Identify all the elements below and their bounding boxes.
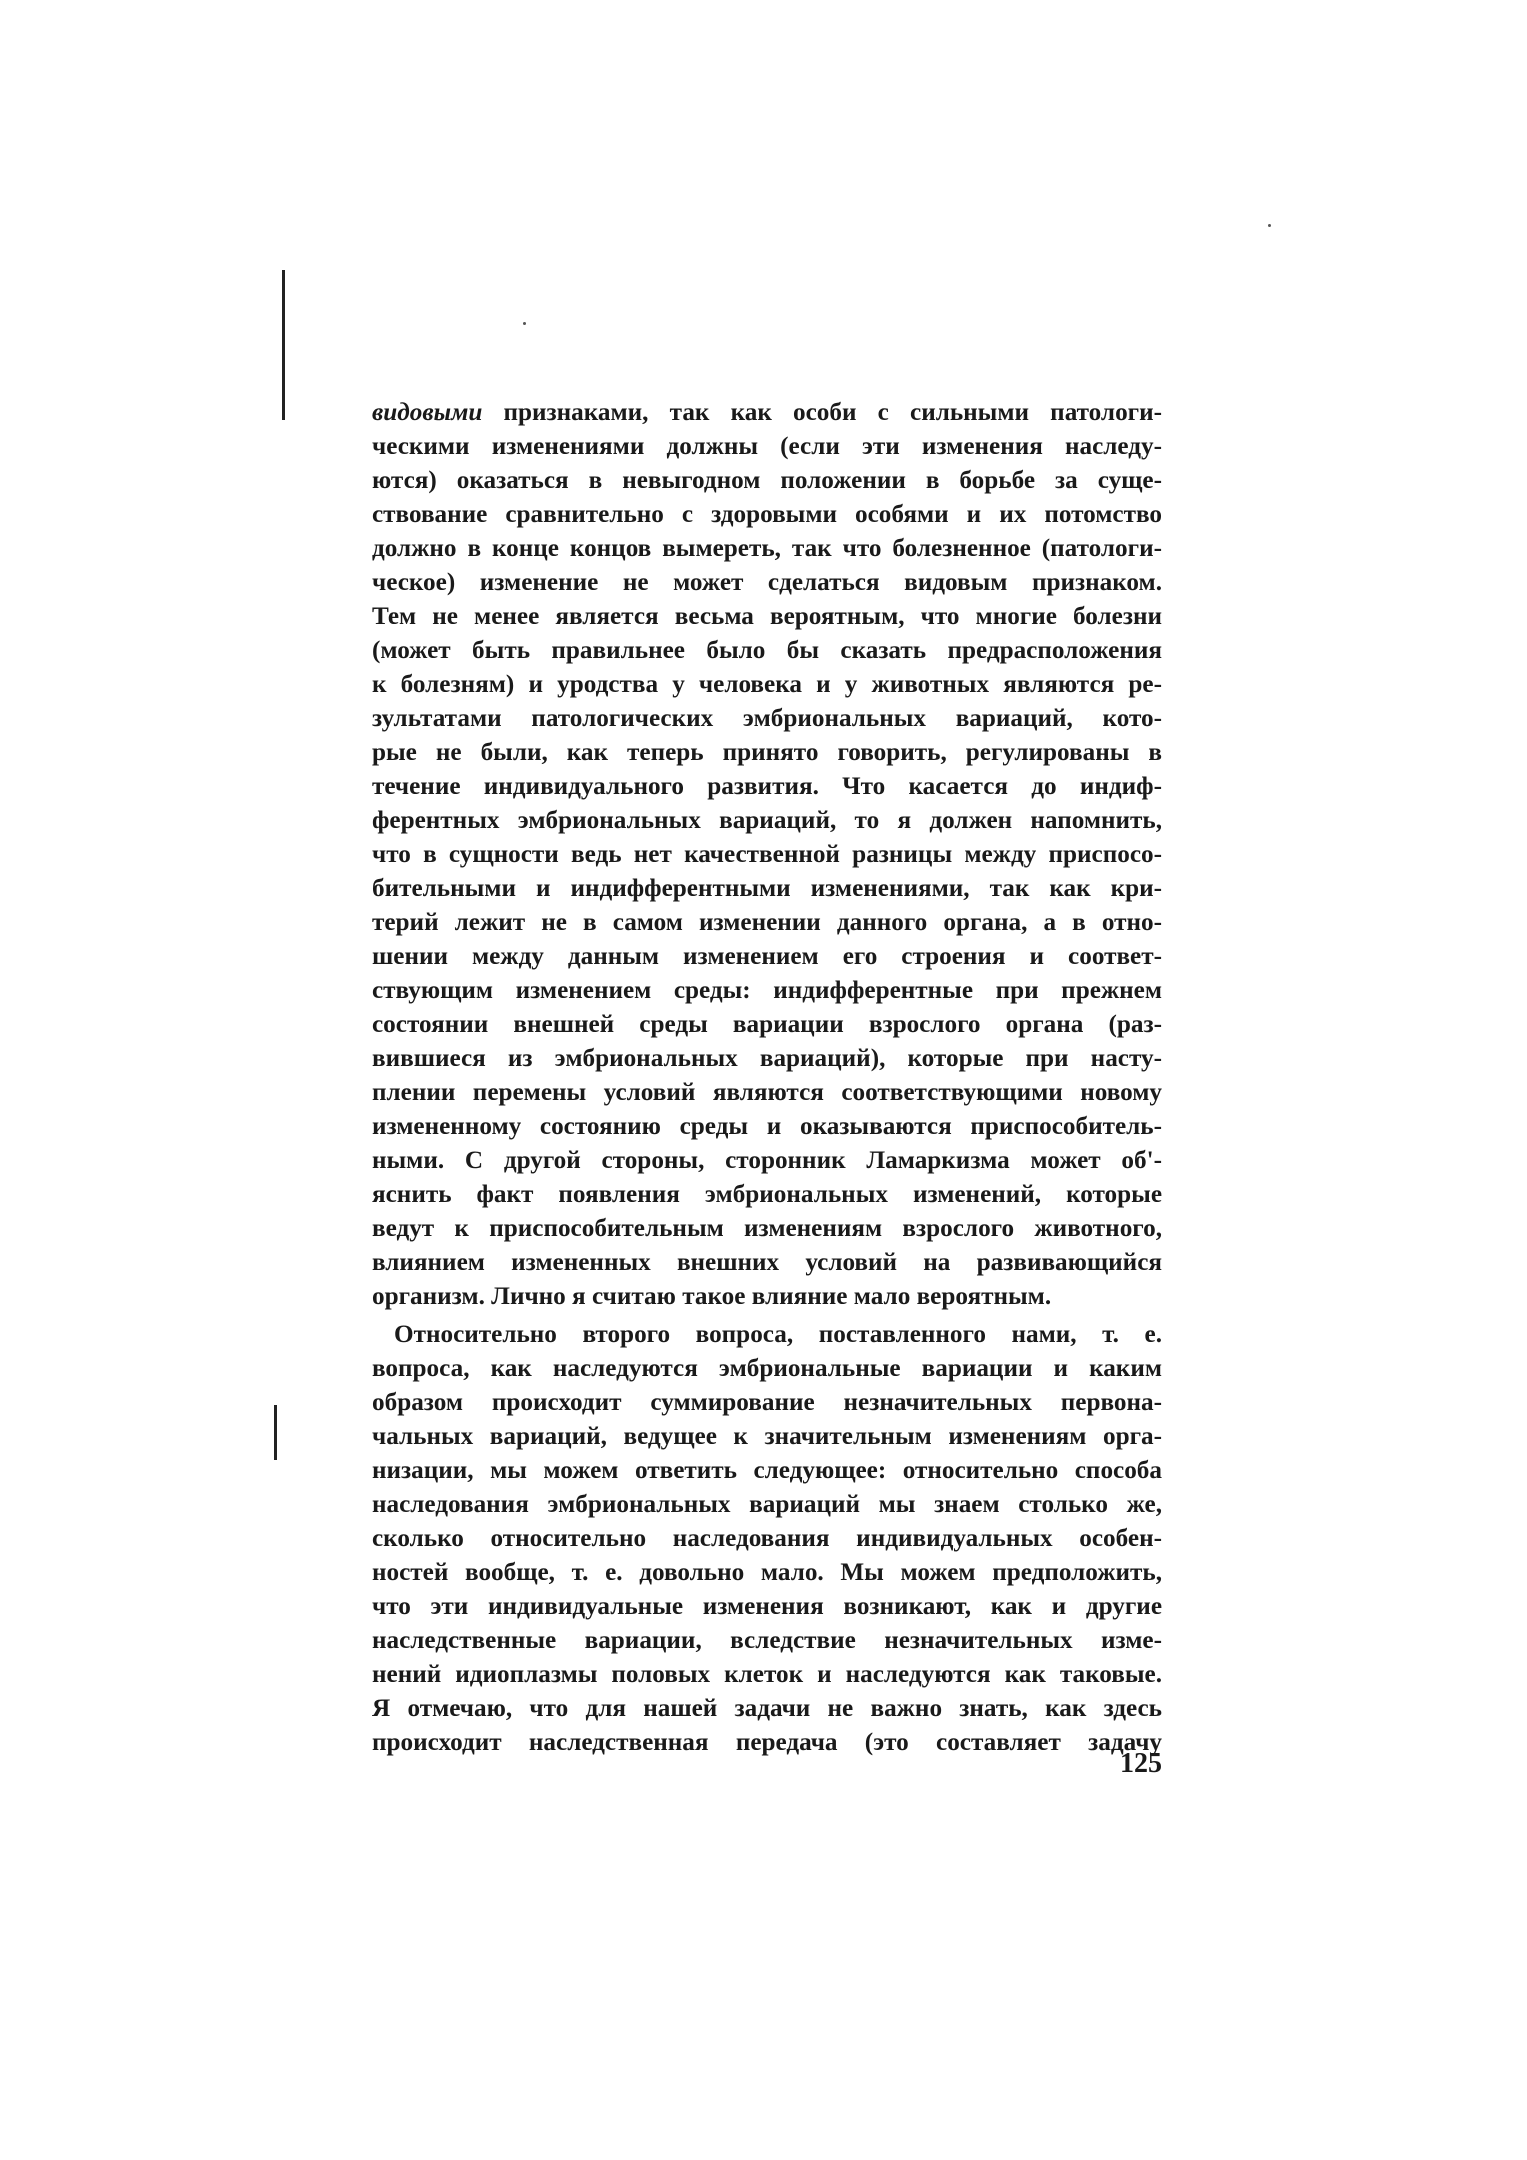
text-line: течение индивидуального развития. Что касается до индиф- xyxy=(372,773,1162,800)
text-line: Тем не менее является весьма вероятным, что многие болезни xyxy=(372,603,1162,630)
text-line: нений идиоплазмы половых клеток и наследуются как таковые. xyxy=(372,1661,1162,1688)
text-line: рые не были, как теперь принято говорить, регулированы в xyxy=(372,739,1162,766)
text-line: чальных вариаций, ведущее к значительным изменениям орга- xyxy=(372,1423,1162,1450)
text-line: Относительно второго вопроса, поставленного нами, т. е. xyxy=(394,1321,1162,1348)
text-line: зультатами патологических эмбриональных вариаций, кото- xyxy=(372,705,1162,732)
margin-mark-bottom xyxy=(274,1405,277,1460)
text-line: ствующим изменением среды: индифферентные при прежнем xyxy=(372,977,1162,1004)
body-text xyxy=(372,396,1162,1760)
text-line: наследования эмбриональных вариаций мы знаем столько же, xyxy=(372,1491,1162,1518)
text-line: ферентных эмбриональных вариаций, то я должен напомнить, xyxy=(372,807,1162,834)
text-line: измененному состоянию среды и оказываются приспособитель- xyxy=(372,1113,1162,1140)
text-line: ведут к приспособительным изменениям взрослого животного, xyxy=(372,1215,1162,1242)
text-line: должно в конце концов вымереть, так что болезненное (патологи- xyxy=(372,535,1162,562)
text-line: состоянии внешней среды вариации взрослого органа (раз- xyxy=(372,1011,1162,1038)
text-line: бительными и индифферентными изменениями, так как кри- xyxy=(372,875,1162,902)
text-line: влиянием измененных внешних условий на развивающийся xyxy=(372,1249,1162,1276)
scan-speck xyxy=(1268,224,1271,227)
text-line: яснить факт появления эмбриональных изменений, которые xyxy=(372,1181,1162,1208)
text-line: образом происходит суммирование незначительных первона- xyxy=(372,1389,1162,1416)
text-line: низации, мы можем ответить следующее: относительно способа xyxy=(372,1457,1162,1484)
text-line: (может быть правильнее было бы сказать предрасположения xyxy=(372,637,1162,664)
paragraph-2 xyxy=(372,1318,1162,1760)
text-line: ностей вообще, т. е. довольно мало. Мы можем предположить, xyxy=(372,1559,1162,1586)
margin-mark-top xyxy=(282,270,285,420)
italic-word: видовыми xyxy=(372,399,483,426)
text-line: вившиеся из эмбриональных вариаций), которые при насту- xyxy=(372,1045,1162,1072)
text-line: к болезням) и уродства у человека и у животных являются ре- xyxy=(372,671,1162,698)
scan-speck xyxy=(523,322,526,325)
text-line: плении перемены условий являются соответствующими новому xyxy=(372,1079,1162,1106)
page-number: 125 xyxy=(1120,1748,1162,1779)
text-line: организм. Лично я считаю такое влияние мало вероятным. xyxy=(372,1283,1052,1310)
text-line: ческими изменениями должны (если эти изменения наследу- xyxy=(372,433,1162,460)
text-line: наследственные вариации, вследствие незначительных изме- xyxy=(372,1627,1162,1654)
text-line: терий лежит не в самом изменении данного органа, а в отно- xyxy=(372,909,1162,936)
text-line: что эти индивидуальные изменения возникают, как и другие xyxy=(372,1593,1162,1620)
text-line: сколько относительно наследования индивидуальных особен- xyxy=(372,1525,1162,1552)
text-line: что в сущности ведь нет качественной разницы между приспосо- xyxy=(372,841,1162,868)
text-line: ными. С другой стороны, сторонник Ламаркизма может об'- xyxy=(372,1147,1162,1174)
text-line: ческое) изменение не может сделаться видовым признаком. xyxy=(372,569,1162,596)
text-line: ствование сравнительно с здоровыми особями и их потомство xyxy=(372,501,1162,528)
text-line: шении между данным изменением его строения и соответ- xyxy=(372,943,1162,970)
paragraph-1 xyxy=(372,396,1162,1314)
text-line: видовыми признаками, так как особи с сильными патологи- xyxy=(372,399,1162,426)
text-line: Я отмечаю, что для нашей задачи не важно знать, как здесь xyxy=(372,1695,1162,1722)
text-line: происходит наследственная передача (это составляет задачу xyxy=(372,1729,1162,1756)
text-line: вопроса, как наследуются эмбриональные вариации и каким xyxy=(372,1355,1162,1382)
text-line: ются) оказаться в невыгодном положении в борьбе за суще- xyxy=(372,467,1162,494)
